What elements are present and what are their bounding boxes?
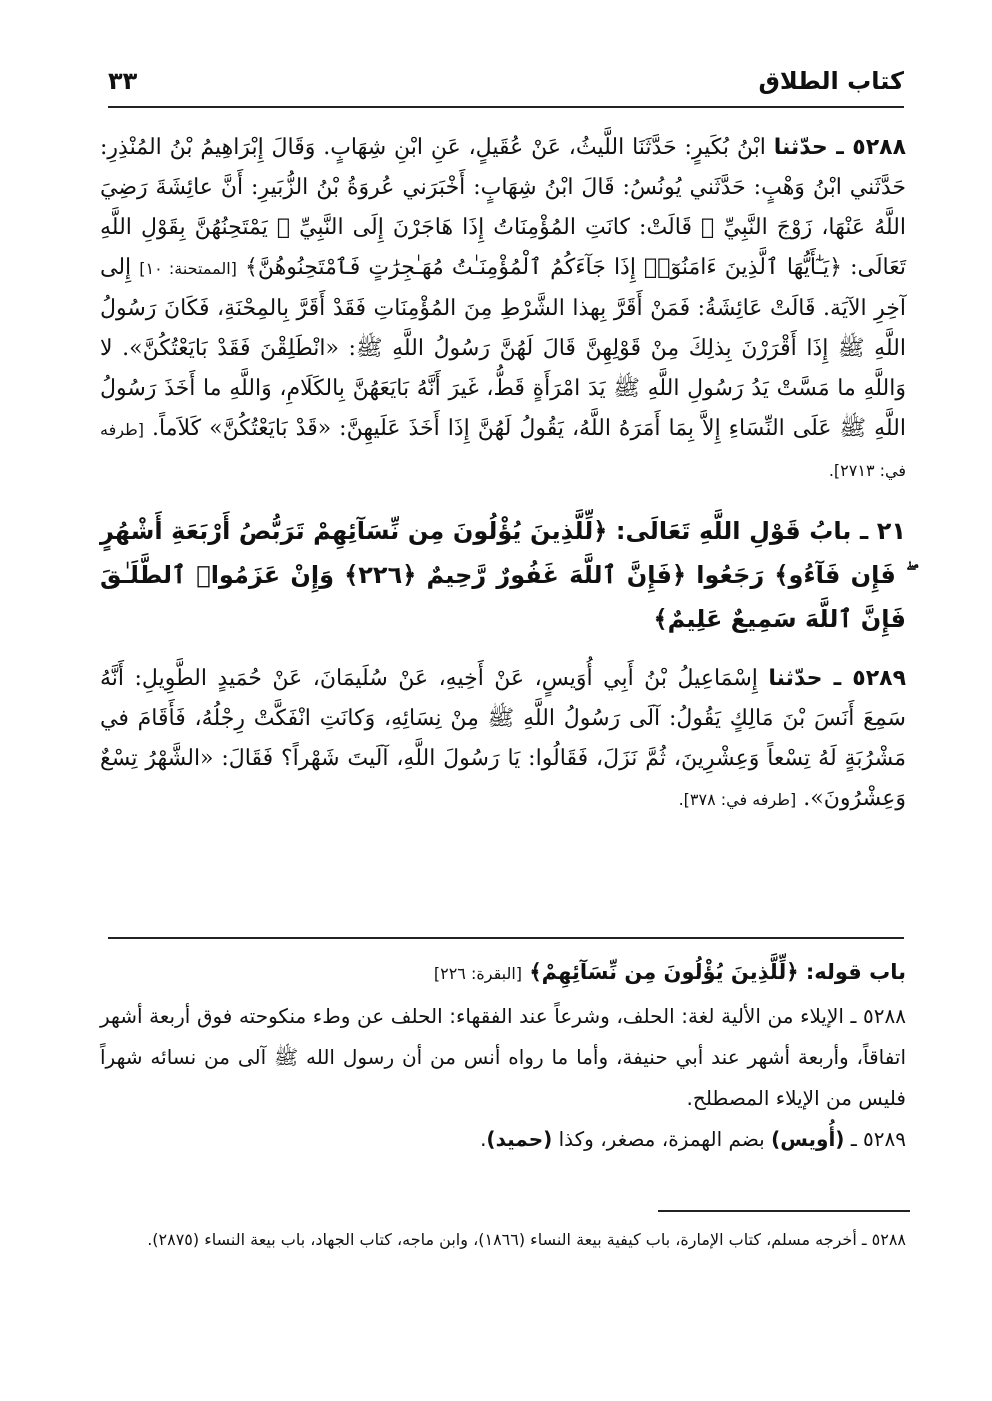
main-text: [100, 128, 906, 820]
footnote-text: ٥٢٨٨ ـ أخرجه مسلم، كتاب الإمارة، باب كيفية بيعة النساء (١٨٦٦)، وابن ماجه، كتاب الجهاد، باب بيعة النساء (٢٨٧٥).: [147, 1230, 906, 1249]
commentary-note-5288: ٥٢٨٨ ـ الإيلاء من الألية لغة: الحلف، وشرعاً عند الفقهاء: الحلف عن وطء منكوحته فوق أربعة أشهر اتفاقاً، وأربعة أشهر عند أبي حنيفة، وأما ما رواه أنس من أن رسول الله ﷺ آلى من نسائه شهراً فليس من الإيلاء المصطلح.: [100, 1004, 906, 1110]
commentary: [100, 952, 906, 1160]
note-text: بضم الهمزة، مصغر، وكذا: [558, 1127, 765, 1151]
note-term-owais: (أُويس): [771, 1127, 845, 1151]
book-title: كتاب الطلاق: [758, 67, 904, 95]
commentary-heading-text: باب قوله: ﴿لِّلَّذِينَ يُؤْلُونَ مِن نِّسَآئِهِمْ﴾: [529, 960, 906, 984]
hadith-text: إِسْمَاعِيلُ بْنُ أَبِي أُوَيسٍ، عَنْ أَخِيهِ، عَنْ سُلَيمَانَ، عَنْ حُمَيدٍ الطَّوِيلِ: أَنَّهُ سَمِعَ أَنَسَ بْنَ مَالِكٍ يَقُولُ: آلَى رَسُولُ اللَّهِ ﷺ مِنْ نِسَائِهِ، وَكانَتِ انْفَكَّتْ رِجْلُهُ، فَأَقَامَ في مَشْرُبَةٍ لَهُ تِسْعاً وَعِشْرِينَ، ثُمَّ نَزَلَ، فَقَالُوا: يَا رَسُولَ اللَّهِ، آلَيتَ شَهْراً؟ فَقَالَ: «الشَّهْرُ تِسْعٌ وَعِشْرُونَ».: [100, 666, 906, 811]
hadith-text: ابْنُ بُكَيرٍ: حَدَّثَنَا اللَّيثُ، عَنْ عُقَيلٍ، عَنِ ابْنِ شِهَابٍ. وَقَالَ إِبْرَاهِيمُ بْنُ المُنْذِرِ: حَدَّثَني ابْنُ وَهْبٍ: حَدَّثَني يُونُسُ: قَالَ ابْنُ شِهَابٍ: أَخْبَرَني عُروَةُ بْنُ الزُّبَيرِ: أَنَّ عائِشَةَ رَضِيَ اللَّهُ عَنْهَا، زَوْجَ النَّبِيِّ ﷺ قَالَتْ: كانَتِ المُؤْمِنَاتُ إِذَا هَاجَرْنَ إِلَى النَّبِيِّ ﷺ يَمْتَحِنُهُنَّ بِقَوْلِ اللَّهِ تَعَالَى: ﴿يَـٰٓأَيُّهَا ٱلَّذِينَ ءَامَنُوٓا۟ إِذَا جَآءَكُمُ ٱلْمُؤْمِنَـٰتُ مُهَـٰجِرَٰتٍ فَٱمْتَحِنُوهُنَّ﴾: [100, 135, 906, 280]
chapter-heading: [100, 509, 906, 641]
note-end: .: [480, 1127, 487, 1151]
hadith-number: ٥٢٨٨ ـ حدّثنا: [773, 135, 907, 160]
note-term-humaid: (حميد): [486, 1127, 553, 1151]
quran-reference: [الممتحنة: ١٠]: [139, 259, 237, 278]
footnote: [100, 1222, 906, 1258]
commentary-heading: [100, 952, 906, 994]
commentary-heading-ref: [البقرة: ٢٢٦]: [433, 964, 523, 983]
chapter-lead: ٢١ ـ بابُ قَوْلِ اللَّهِ تَعَالَى:: [615, 517, 907, 545]
hadith-5289: [100, 659, 906, 820]
footnote-rule: [658, 1210, 910, 1212]
page-header: [108, 58, 904, 104]
note-number: ٥٢٨٩ ـ: [850, 1127, 906, 1151]
page-number: ٣٣: [108, 67, 138, 95]
cross-reference: [طرفه في: ٢٧١٣].: [100, 420, 906, 480]
commentary-rule: [108, 937, 904, 939]
hadith-number: ٥٢٨٩ ـ حدّثنا: [768, 666, 907, 691]
header-rule: [108, 106, 904, 108]
hadith-text-continued: إِلى آخِرِ الآيَة. قَالَتْ عَائِشَةُ: فَمَنْ أَقَرَّ بِهذا الشَّرْطِ مِنَ المُؤْمِنَاتِ فَقَدْ أَقَرَّ بِالمِحْنَةِ، فَكَانَ رَسُولُ اللَّهِ ﷺ إِذَا أَقْرَرْنَ بِذلِكَ مِنْ قَوْلِهِنَّ قَالَ لَهُنَّ رَسُولُ اللَّهِ ﷺ: «انْطَلِقْنَ فَقَدْ بَايَعْتُكُنَّ». لا وَاللَّهِ ما مَسَّتْ يَدُ رَسُولِ اللَّهِ ﷺ يَدَ امْرَأَةٍ قَطُّ، غَيرَ أَنَّهُ بَايَعَهُنَّ بِالكَلَامِ، وَاللَّهِ ما أَخَذَ رَسُولُ اللَّهِ ﷺ عَلَى النِّسَاءِ إِلاَّ بِمَا أَمَرَهُ اللَّهُ، يَقُولُ لَهُنَّ إِذَا أَخَذَ عَلَيهِنَّ: «قَدْ بَايَعْتُكُنَّ» كَلاَماً.: [100, 255, 906, 441]
hadith-5288: [100, 128, 906, 491]
commentary-note-5289: [100, 1119, 906, 1160]
chapter-verse: ﴿لِّلَّذِينَ يُؤْلُونَ مِن نِّسَآئِهِمْ تَرَبُّصُ أَرْبَعَةِ أَشْهُرٍ ۖ فَإِن فَآءُو﴾ رَجَعُوا ﴿فَإِنَّ ٱللَّهَ غَفُورٌ رَّحِيمٌ ﴿٢٢٦﴾ وَإِنْ عَزَمُوا۟ ٱلطَّلَـٰقَ فَإِنَّ ٱللَّهَ سَمِيعٌ عَلِيمٌ﴾: [100, 517, 907, 633]
cross-reference: [طرفه في: ٣٧٨].: [678, 790, 797, 809]
